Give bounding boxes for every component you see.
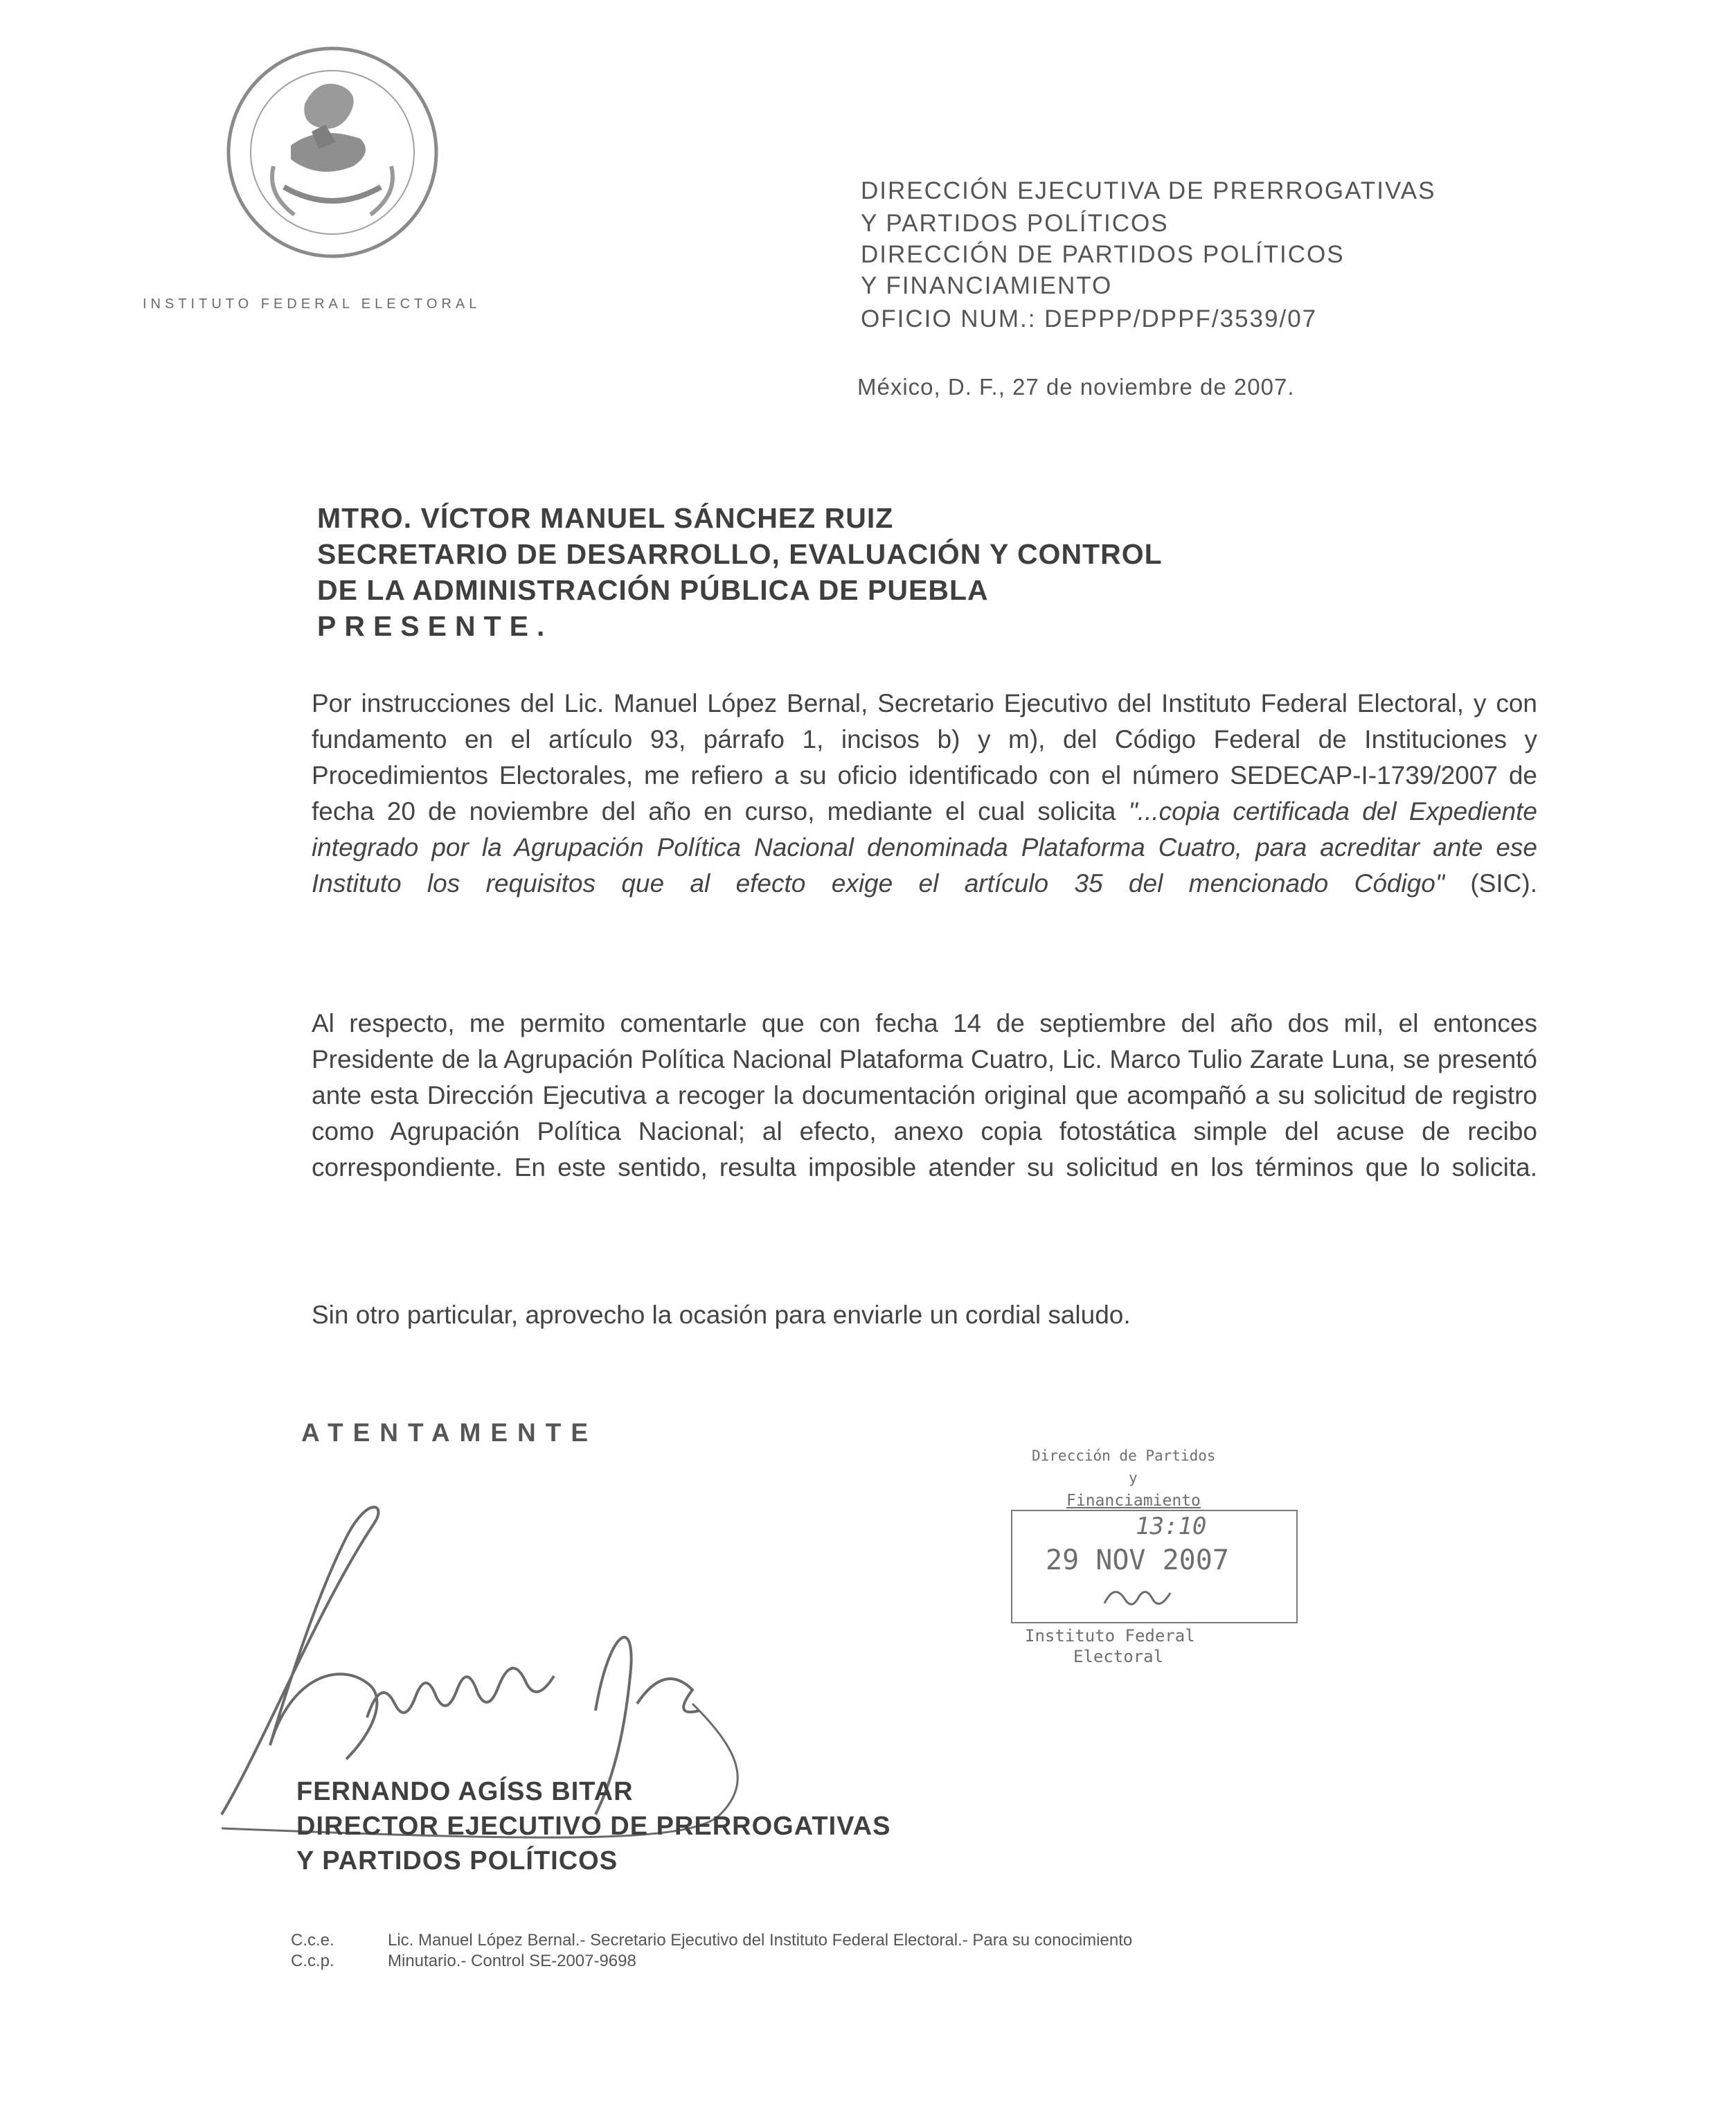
body-paragraph-1: [312, 686, 1537, 902]
signatory-title-1: DIRECTOR EJECUTIVO DE PRERROGATIVAS: [296, 1812, 891, 1841]
addressee-title-1: SECRETARIO DE DESARROLLO, EVALUACIÓN Y CONTROL: [317, 538, 1163, 570]
letterhead-line-2: Y PARTIDOS POLÍTICOS: [861, 210, 1169, 237]
letterhead-line-4: Y FINANCIAMIENTO: [861, 272, 1113, 299]
addressee-title-2: DE LA ADMINISTRACIÓN PÚBLICA DE PUEBLA: [317, 574, 989, 606]
stamp-line-3: Financiamiento: [1066, 1492, 1201, 1510]
stamp-time: 13:10: [1136, 1513, 1207, 1540]
stamp-footer-2: Electoral: [1073, 1647, 1164, 1666]
place-date: México, D. F., 27 de noviembre de 2007.: [857, 374, 1295, 400]
paragraph-1-quote: "...copia certificada del Expediente integrado por la Agrupación Política Nacional denominada Plataforma Cuatro, para acreditar ante ese Instituto los requisitos que al efecto exige el artículo 35 del mencionado Código": [312, 797, 1538, 898]
letterhead-line-1: DIRECCIÓN EJECUTIVA DE PRERROGATIVAS: [861, 177, 1436, 204]
stamp-initials-scribble: [1101, 1582, 1184, 1610]
body-paragraph-2: Al respecto, me permito comentarle que con fecha 14 de septiembre del año dos mil, el entonces Presidente de la Agrupación Política Nacional Plataforma Cuatro, Lic. Marco Tulio Zarate Luna, se presentó ante esta Dirección Ejecutiva a recoger la documentación original que acompañó a su solicitud de registro como Agrupación Política Nacional; al efecto, anexo copia fotostática simple del acuse de recibo correspondiente. En este sentido, resulta imposible atender su solicitud en los términos que lo solicita.: [312, 1009, 1537, 1182]
body-paragraph-3: Sin otro particular, aprovecho la ocasión para enviarle un cordial saludo.: [312, 1301, 1131, 1329]
cc-text-1: Lic. Manuel López Bernal.- Secretario Ejecutivo del Instituto Federal Electoral.- Para su conocimiento: [388, 1931, 1133, 1950]
reference-number: OFICIO NUM.: DEPPP/DPPF/3539/07: [861, 305, 1318, 332]
addressee-presente: PRESENTE.: [317, 610, 553, 642]
signatory-name: FERNANDO AGÍSS BITAR: [296, 1777, 634, 1806]
cc-label-2: C.c.p.: [291, 1952, 334, 1970]
stamp-line-1: Dirección de Partidos: [1032, 1447, 1216, 1464]
cc-label-1: C.c.e.: [291, 1931, 334, 1950]
stamp-line-2: y: [1129, 1470, 1138, 1486]
reception-stamp: [997, 1441, 1309, 1690]
stamp-footer-1: Instituto Federal: [1025, 1626, 1195, 1646]
addressee-name: MTRO. VÍCTOR MANUEL SÁNCHEZ RUIZ: [317, 502, 894, 534]
stamp-date: 29 NOV 2007: [1046, 1544, 1229, 1576]
signatory-title-2: Y PARTIDOS POLÍTICOS: [296, 1846, 618, 1875]
paragraph-1-tail: (SIC).: [1444, 869, 1537, 898]
cc-text-2: Minutario.- Control SE-2007-9698: [388, 1952, 636, 1970]
institute-caption: INSTITUTO FEDERAL ELECTORAL: [143, 296, 481, 312]
paragraph-1-intro: Por instrucciones del Lic. Manuel López Bernal, Secretario Ejecutivo del Instituto Federal Electoral, y con fundamento en el artículo 93, párrafo 1, incisos b) y m), del Código Federal de Instituciones y Procedimientos Electorales, me refiero a su oficio identificado con el número SEDECAP-I-1739/2007 de fecha 20 de noviembre del año en curso, mediante el cual solicita: [312, 689, 1537, 826]
national-seal-emblem: [208, 28, 457, 277]
letterhead-line-3: DIRECCIÓN DE PARTIDOS POLÍTICOS: [861, 241, 1345, 268]
closing-salutation: ATENTAMENTE: [301, 1418, 598, 1447]
